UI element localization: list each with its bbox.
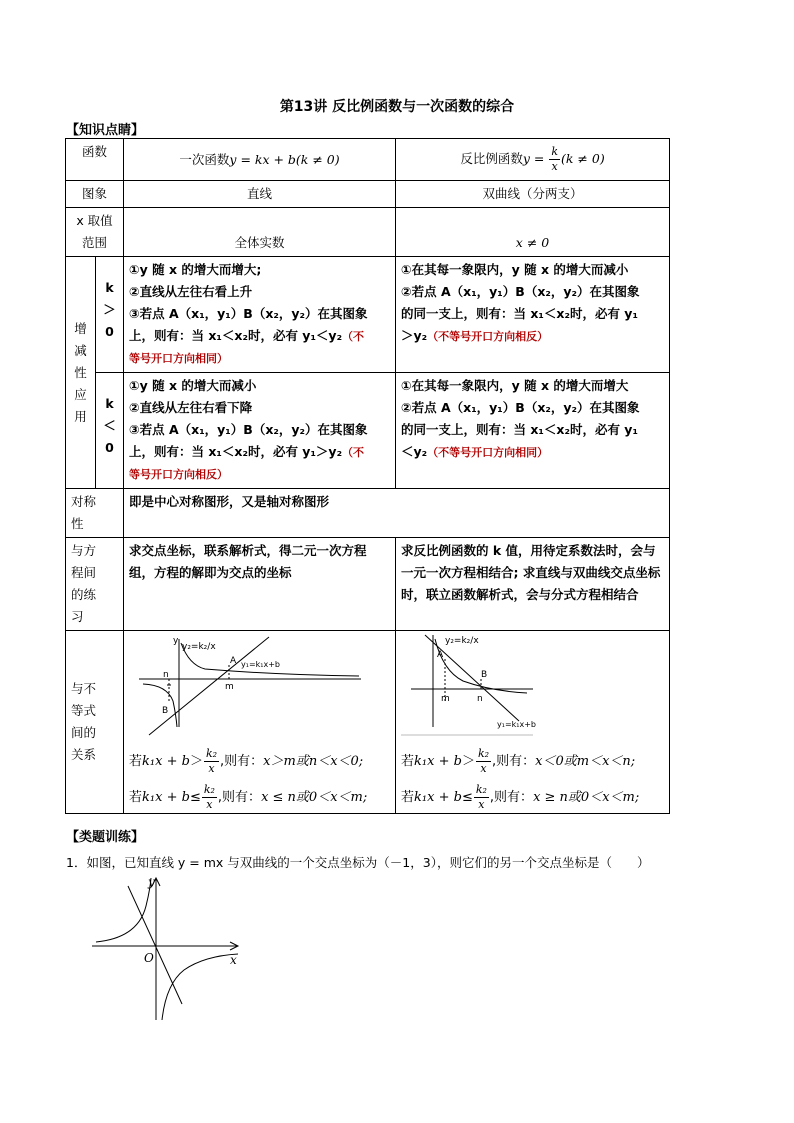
- graph-right-label-n: n: [477, 694, 483, 704]
- q1-origin-label: O: [144, 951, 154, 965]
- header-linear-function: 一次函数y = kx + b(k ≠ 0): [124, 139, 396, 181]
- equations-inverse: 求反比例函数的 k 值，用待定系数法时，会与一元一次方程相结合; 求直线与双曲线交点坐标时，联立函数解析式，会与分式方程相结合: [396, 538, 670, 631]
- q1-hyperbola-lower-right: [162, 954, 238, 1020]
- knowledge-table: [65, 138, 670, 814]
- row-label-symmetry: 对称 性: [66, 489, 124, 538]
- ineq-left-line-2: 若k₁x + b≤ $\frac{\text{k₂}}{x}$ ,则有：x ≤ n或0＜x＜m;: [129, 783, 368, 811]
- graph-left: [129, 631, 391, 739]
- section-heading-knowledge: 【知识点睛】: [66, 123, 145, 138]
- graph-right-point-b: B: [481, 670, 488, 680]
- graph-left-point-a: A: [230, 656, 237, 666]
- graph-right-label-m: m: [441, 694, 450, 704]
- section-heading-training: 【类题训练】: [66, 830, 145, 845]
- graph-right: [401, 631, 663, 739]
- linear-k-positive: ①y 随 x 的增大而增大; ②直线从左往右看上升 ③若点 A（x₁，y₁）B（x₂，y₂）在其图象 上，则有：当 x₁＜x₂时，必有 y₁＜y₂（不 等号开口方向相同）: [124, 257, 396, 373]
- linear-k-negative: ①y 随 x 的增大而减小 ②直线从左往右看下降 ③若点 A（x₁，y₁）B（x₂，y₂）在其图象 上，则有：当 x₁＜x₂时，必有 y₁＞y₂（不 等号开口方向相反）: [124, 373, 396, 489]
- inverse-k-positive: ①在其每一象限内，y 随 x 的增大而减小 ②若点 A（x₁，y₁）B（x₂，y₂）在其图象 的同一支上，则有：当 x₁＜x₂时，必有 y₁ ＞y₂（不等号开口方向相反）: [396, 257, 670, 373]
- graph-left-label-y2: y₂=k₂/x: [182, 642, 216, 652]
- row-label-monotonicity: 增 减 性 应 用: [66, 257, 96, 489]
- row-label-inequalities: 与不 等式 间的 关系: [66, 631, 124, 814]
- hyperbola-left-branch: [143, 684, 177, 727]
- row-label-equations: 与方 程间 的练 习: [66, 538, 124, 631]
- question-1-text: 1．如图，已知直线 y = mx 与双曲线的一个交点坐标为（－1，3），则它们的另一个交点坐标是（ ）: [66, 855, 650, 870]
- q1-axis-y-label: y: [148, 875, 155, 889]
- xrange-linear: 全体实数: [124, 208, 396, 257]
- k-negative-label: k ＜ 0: [96, 373, 124, 489]
- graph-right-label-y1: y₁=k₁x+b: [497, 720, 537, 729]
- graph-left-label-m: m: [225, 682, 234, 692]
- inequalities-left-cell: [124, 631, 396, 814]
- line-y1: [425, 635, 519, 721]
- ineq-right-line-2: 若k₁x + b≤ $\frac{\text{k₂}}{x}$ ,则有：x ≥ n或0＜x＜m;: [401, 783, 640, 811]
- symmetry-text: 即是中心对称图形，又是轴对称图形: [124, 489, 670, 538]
- header-function-label: 函数: [66, 139, 124, 181]
- graph-left-point-b: B: [162, 706, 169, 716]
- graph-left-label-y1: y₁=k₁x+b: [241, 660, 281, 669]
- ineq-right-line-1: 若k₁x + b＞ $\frac{\text{k₂}}{x}$ ,则有：x＜0或m＜x＜n;: [401, 747, 636, 775]
- graph-left-axis-y: y: [173, 636, 179, 646]
- question-1-figure: [88, 872, 248, 1022]
- q1-hyperbola-upper-left: [96, 878, 151, 942]
- graph-linear: 直线: [124, 181, 396, 208]
- row-label-xrange: x 取值 范围: [66, 208, 124, 257]
- xrange-inverse: x ≠ 0: [396, 208, 670, 257]
- row-label-graph: 图象: [66, 181, 124, 208]
- q1-line-y-mx: [128, 886, 182, 1004]
- graph-left-label-n: n: [163, 670, 169, 680]
- q1-axis-x-label: x: [230, 953, 237, 967]
- inequalities-right-cell: [396, 631, 670, 814]
- graph-right-point-a: A: [437, 650, 444, 660]
- k-positive-label: k ＞ 0: [96, 257, 124, 373]
- ineq-left-line-1: 若k₁x + b＞ $\frac{\text{k₂}}{x}$ ,则有：x＞m或n＜x＜0;: [129, 747, 364, 775]
- header-inverse-function: 反比例函数y = $\frac{k}{x}$ (k ≠ 0): [396, 139, 670, 181]
- inverse-k-negative: ①在其每一象限内，y 随 x 的增大而增大 ②若点 A（x₁，y₁）B（x₂，y₂）在其图象 的同一支上，则有：当 x₁＜x₂时，必有 y₁ ＜y₂（不等号开口方向相同）: [396, 373, 670, 489]
- graph-inverse: 双曲线（分两支）: [396, 181, 670, 208]
- page-title: 第13讲 反比例函数与一次函数的综合: [279, 99, 515, 115]
- graph-right-label-y2: y₂=k₂/x: [445, 636, 479, 646]
- equations-linear: 求交点坐标，联系解析式，得二元一次方程组，方程的解即为交点的坐标: [124, 538, 396, 631]
